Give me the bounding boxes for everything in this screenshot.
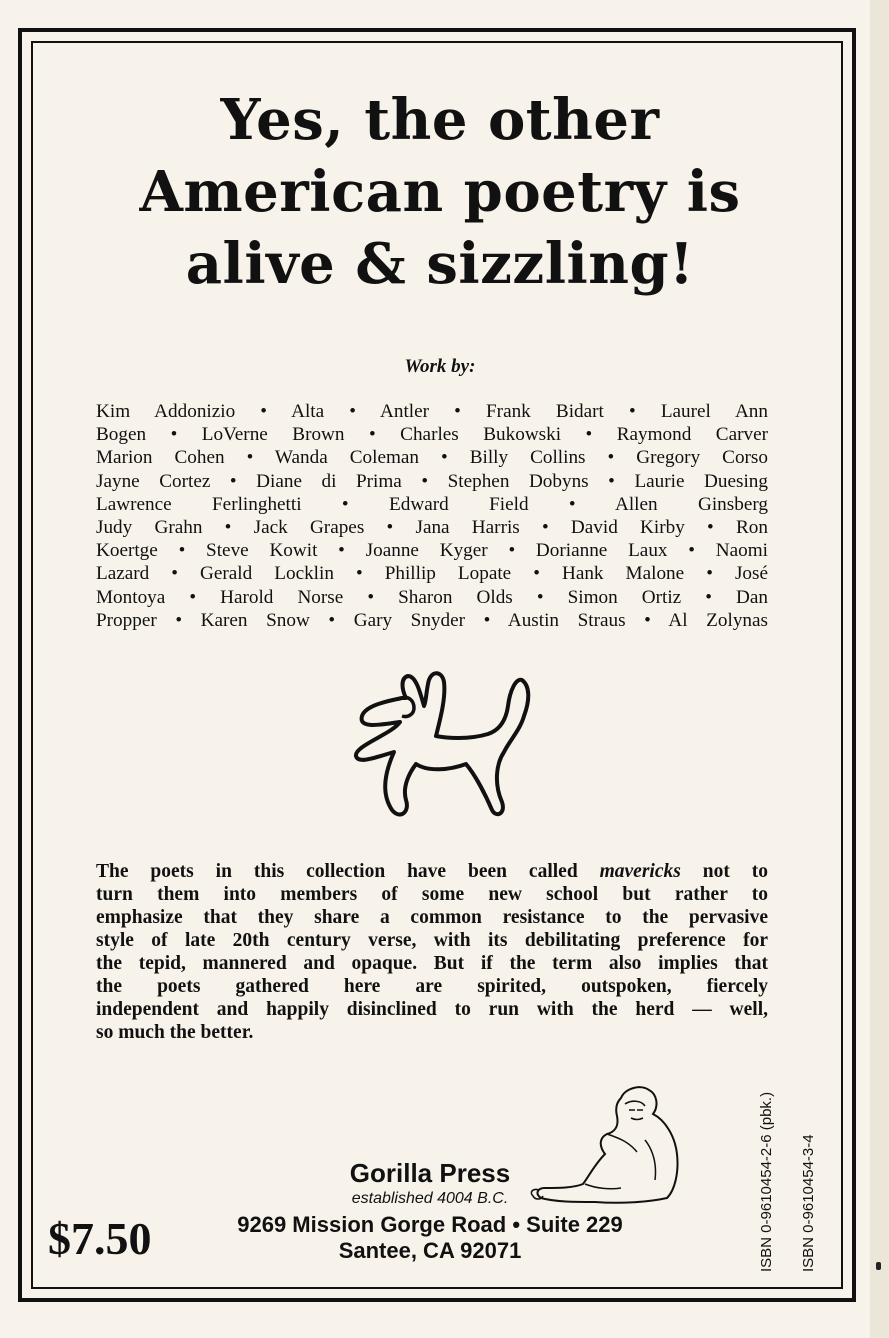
headline-line-2: American poetry is (139, 159, 741, 225)
publisher-address-line-2: Santee, CA 92071 (338, 1238, 522, 1263)
publisher-address-line-1: 9269 Mission Gorge Road • Suite 229 (237, 1212, 623, 1237)
dog-drawing-icon (344, 660, 544, 830)
publisher-name: Gorilla Press (349, 1158, 511, 1188)
poet-line: Judy Grahn • Jack Grapes • Jana Harris • David Kirby • Ron (96, 517, 768, 539)
publisher-established: established 4004 B.C. (351, 1190, 509, 1207)
description-line: turn them into members of some new school but rather to (96, 884, 768, 905)
description-line: the poets gathered here are spirited, outspoken, fiercely (96, 976, 768, 997)
poet-line: Lazard • Gerald Locklin • Phillip Lopate • Hank Malone • José (96, 563, 768, 585)
work-by-label: Work by: (404, 356, 476, 377)
poet-line: Lawrence Ferlinghetti • Edward Field • Allen Ginsberg (96, 493, 768, 515)
description-line: so much the better. (96, 1022, 254, 1043)
headline-line-1: Yes, the other (220, 87, 660, 153)
gorilla-logo-icon (525, 1080, 695, 1210)
poet-line: Propper • Karen Snow • Gary Snyder • Austin Straus • Al Zolynas (96, 609, 768, 631)
price-label: $7.50 (48, 1213, 152, 1264)
headline-line-3: alive & sizzling! (185, 231, 695, 297)
isbn-secondary: ISBN 0-9610454-3-4 (800, 1134, 817, 1272)
poet-list (96, 400, 768, 632)
isbn-pbk: ISBN 0-9610454-2-6 (pbk.) (758, 1091, 775, 1272)
poet-line: Bogen • LoVerne Brown • Charles Bukowski • Raymond Carver (96, 424, 768, 446)
poet-line: Marion Cohen • Wanda Coleman • Billy Collins • Gregory Corso (96, 447, 768, 469)
poet-line: Koertge • Steve Kowit • Joanne Kyger • Dorianne Laux • Naomi (96, 540, 768, 562)
description-paragraph (96, 860, 768, 1044)
description-line (96, 860, 768, 883)
description-emphasis: mavericks (599, 861, 681, 882)
description-line: the tepid, mannered and opaque. But if the term also implies that (96, 953, 768, 974)
page-edge-mark (876, 1262, 881, 1270)
poet-line: Jayne Cortez • Diane di Prima • Stephen Dobyns • Laurie Duesing (96, 470, 768, 492)
poet-line: Montoya • Harold Norse • Sharon Olds • Simon Ortiz • Dan (96, 586, 768, 608)
description-line: style of late 20th century verse, with its debilitating preference for (96, 930, 768, 951)
description-line: emphasize that they share a common resistance to the pervasive (96, 907, 768, 928)
headline (60, 84, 820, 300)
description-text: The poets in this collection have been called (96, 861, 600, 882)
description-line: independent and happily disinclined to run with the herd — well, (96, 999, 768, 1020)
poet-line: Kim Addonizio • Alta • Antler • Frank Bidart • Laurel Ann (96, 401, 768, 422)
description-text: not to (680, 861, 768, 882)
